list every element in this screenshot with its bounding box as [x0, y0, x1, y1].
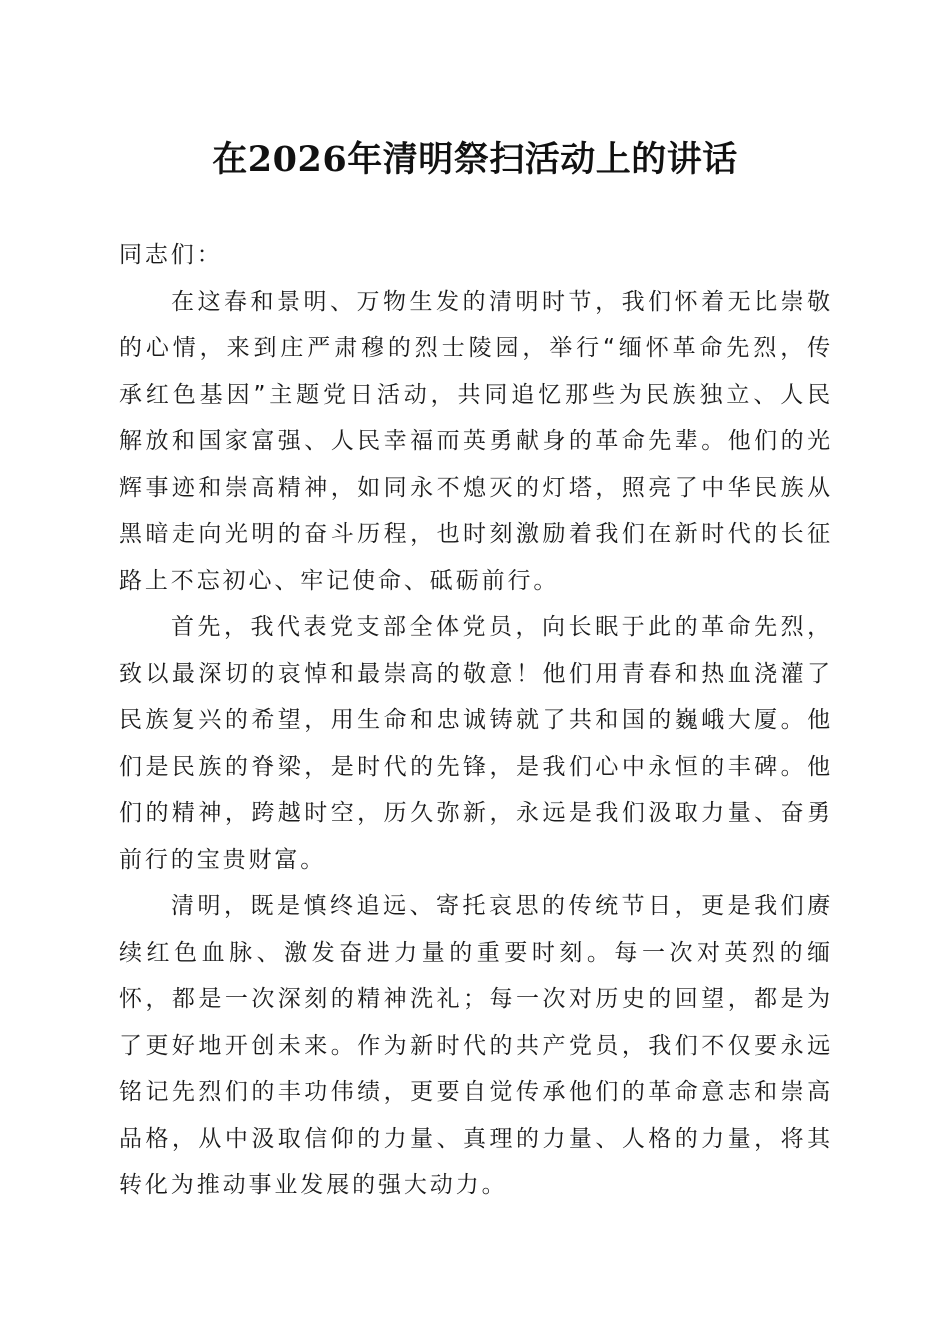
- paragraph-1: 在这春和景明、万物生发的清明时节，我们怀着无比崇敬的心情，来到庄严肃穆的烈士陵园，举行“缅怀革命先烈，传承红色基因”主题党日活动，共同追忆那些为民族独立、人民解放和国家富强、人民幸福而英勇献身的革命先辈。他们的光辉事迹和崇高精神，如同永不熄灭的灯塔，照亮了中华民族从黑暗走向光明的奋斗历程，也时刻激励着我们在新时代的长征路上不忘初心、牢记使命、砥砺前行。: [119, 288, 833, 594]
- paragraph-3: 清明，既是慎终追远、寄托哀思的传统节日，更是我们赓续红色血脉、激发奋进力量的重要时刻。每一次对英烈的缅怀，都是一次深刻的精神洗礼；每一次对历史的回望，都是为了更好地开创未来。作为新时代的共产党员，我们不仅要永远铭记先烈们的丰功伟绩，更要自觉传承他们的革命意志和崇高品格，从中汲取信仰的力量、真理的力量、人格的力量，将其转化为推动事业发展的强大动力。: [119, 893, 833, 1198]
- salutation: 同志们：: [119, 242, 223, 268]
- document-title: 在2026年清明祭扫活动上的讲话: [212, 139, 738, 180]
- document-body: [119, 232, 833, 1209]
- paragraph-2: 首先，我代表党支部全体党员，向长眠于此的革命先烈，致以最深切的哀悼和最崇高的敬意！他们用青春和热血浇灌了民族复兴的希望，用生命和忠诚铸就了共和国的巍峨大厦。他们是民族的脊梁，是时代的先锋，是我们心中永恒的丰碑。他们的精神，跨越时空，历久弥新，永远是我们汲取力量、奋勇前行的宝贵财富。: [119, 614, 833, 873]
